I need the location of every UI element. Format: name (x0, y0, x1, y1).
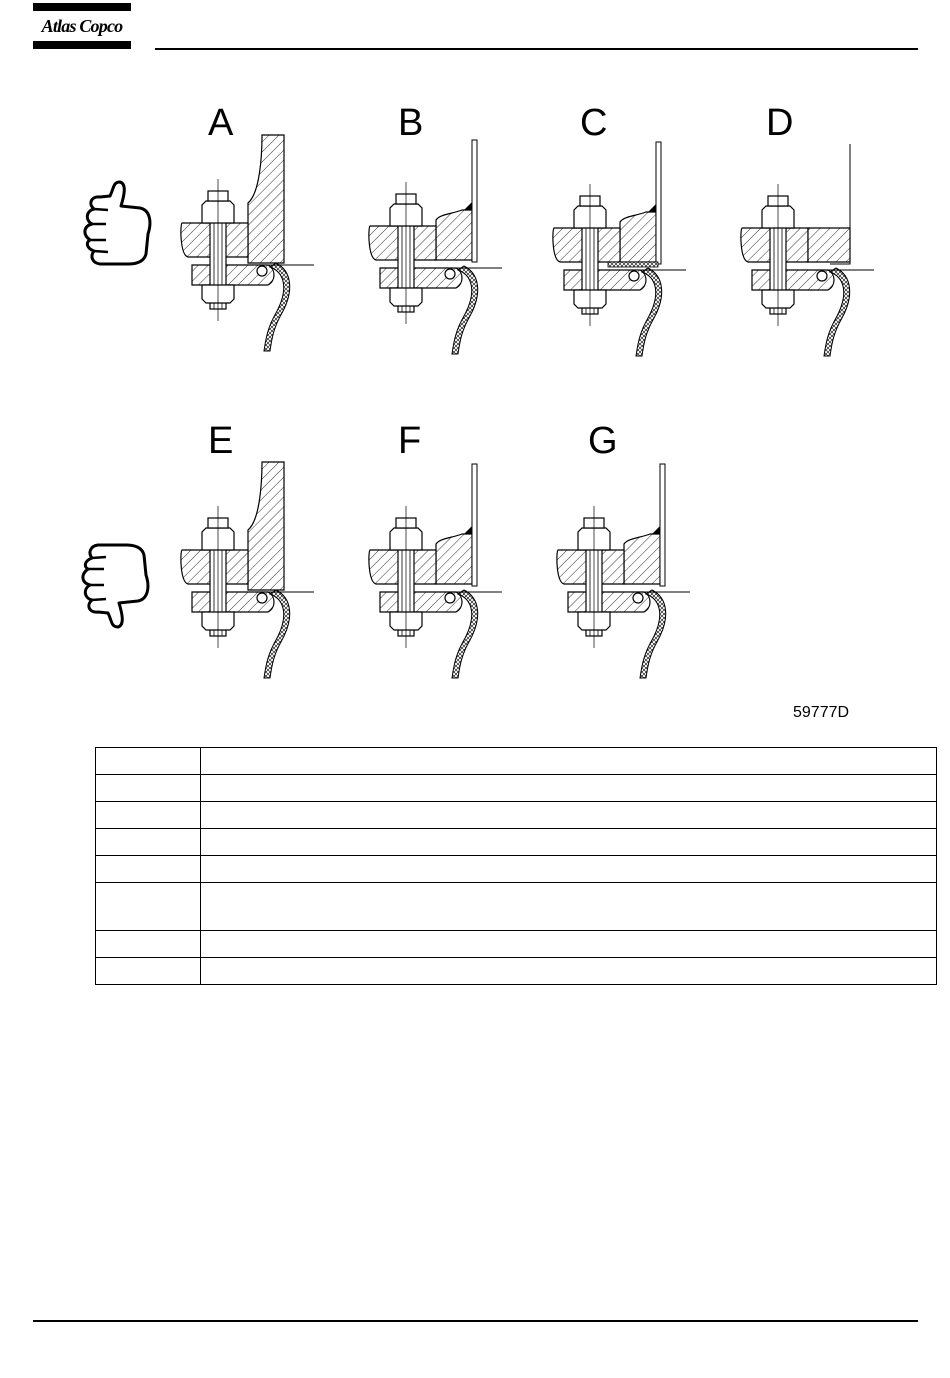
table-row (96, 958, 937, 985)
logo-bar-top (33, 3, 131, 11)
table-row (96, 856, 937, 883)
legend-table (95, 747, 937, 985)
panel-b (369, 140, 502, 354)
footer-rule (33, 1320, 918, 1322)
table-row (96, 748, 937, 775)
table-row (96, 802, 937, 829)
panel-label-c: C (580, 102, 608, 144)
legend-key (96, 883, 201, 931)
legend-text (201, 931, 937, 958)
panel-label-d: D (766, 102, 794, 144)
legend-text (201, 802, 937, 829)
atlas-copco-logo (33, 3, 131, 49)
panel-c (553, 142, 686, 356)
logo-bar-bottom (33, 41, 131, 49)
legend-key (96, 856, 201, 883)
legend-text (201, 775, 937, 802)
legend-text (201, 748, 937, 775)
table-row (96, 775, 937, 802)
legend-key (96, 958, 201, 985)
table-row (96, 931, 937, 958)
figure-reference: 59777D (793, 704, 850, 721)
legend-text (201, 883, 937, 931)
legend-text (201, 958, 937, 985)
panel-f (369, 464, 502, 678)
thumbs-down-icon (83, 545, 148, 627)
table-row (96, 829, 937, 856)
legend-text (201, 856, 937, 883)
legend-key (96, 802, 201, 829)
panel-g (557, 464, 690, 678)
legend-key (96, 775, 201, 802)
panel-label-a: A (208, 102, 234, 144)
panel-a (181, 135, 314, 351)
panel-label-b: B (398, 102, 424, 144)
legend-key (96, 748, 201, 775)
legend-key (96, 829, 201, 856)
panel-d (741, 144, 874, 356)
panel-label-g: G (588, 420, 618, 462)
panel-e (181, 462, 314, 678)
legend-key (96, 931, 201, 958)
panel-label-f: F (398, 420, 422, 462)
flange-connection-figure (0, 80, 950, 730)
thumbs-up-icon (85, 182, 150, 264)
panel-label-e: E (208, 420, 234, 462)
table-row (96, 883, 937, 931)
header-rule (155, 48, 918, 50)
logo-text: Atlas Copco (41, 16, 123, 36)
legend-text (201, 829, 937, 856)
